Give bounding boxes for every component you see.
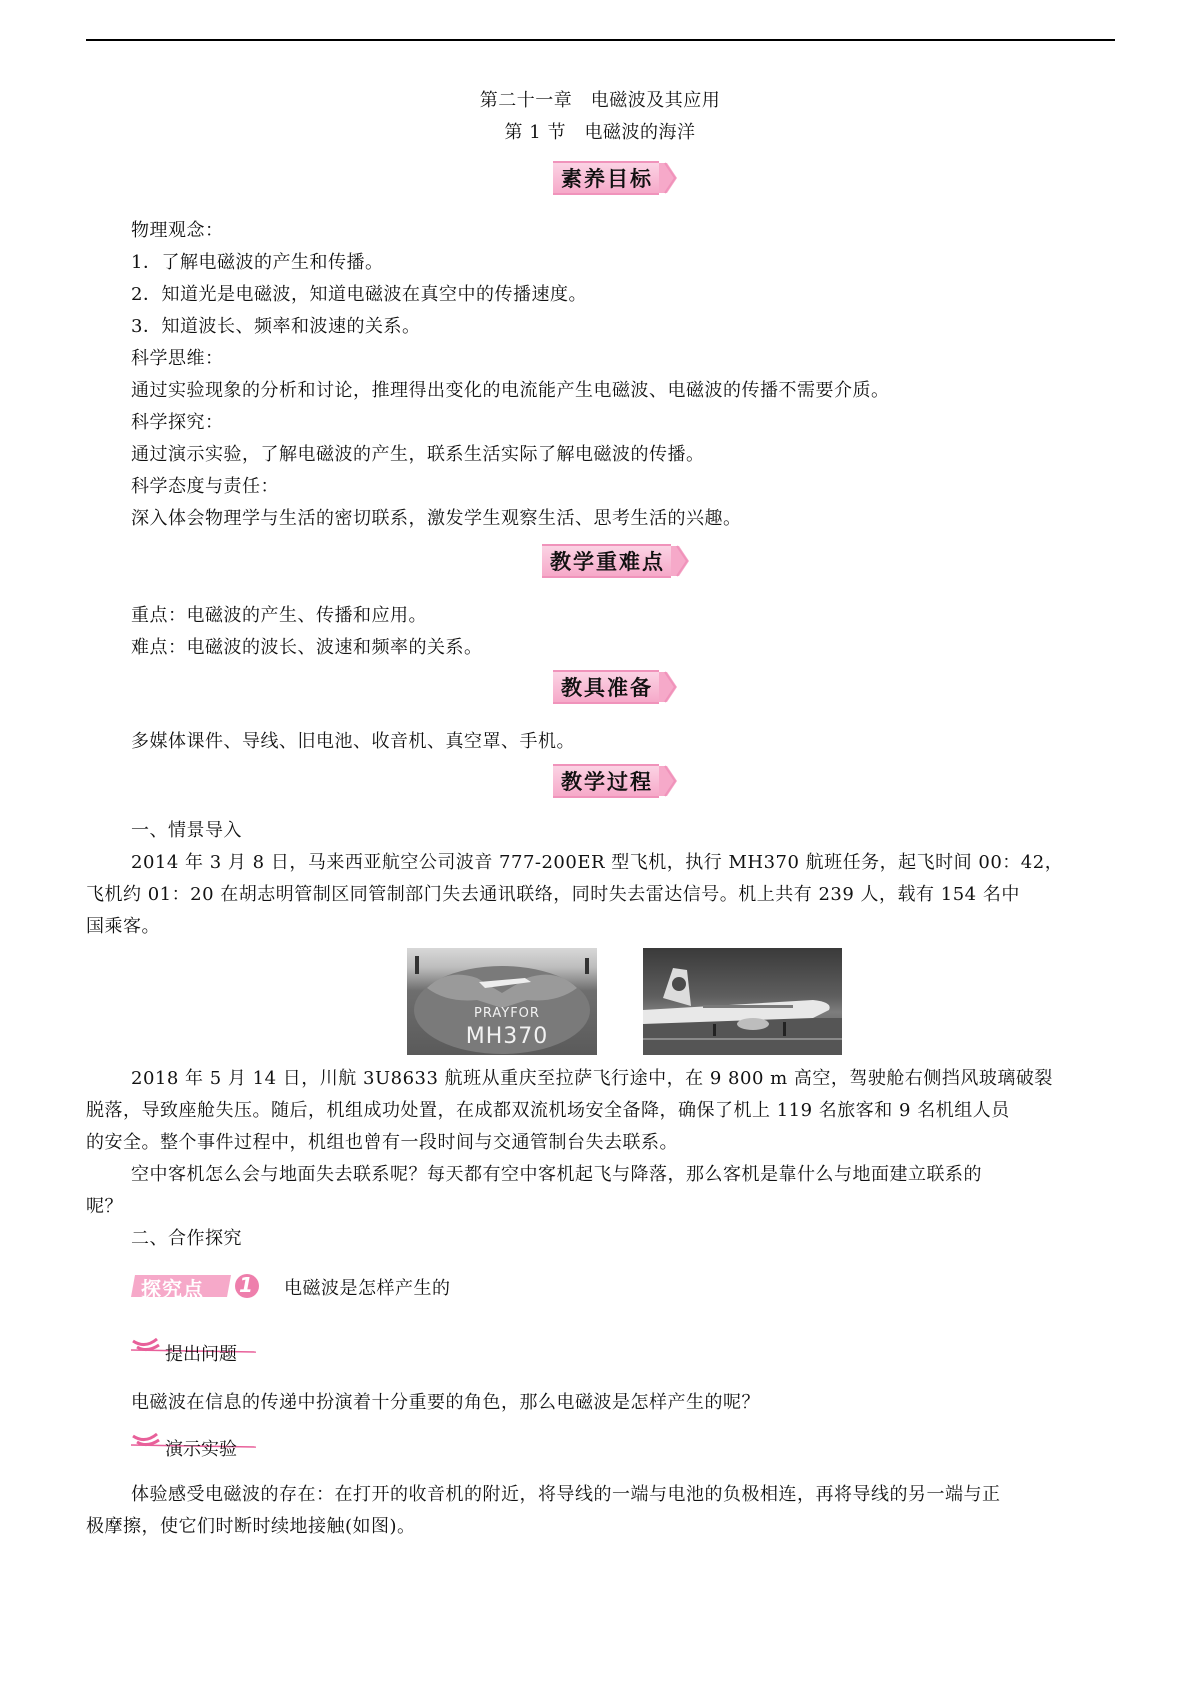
- chevron-right-icon: [671, 544, 691, 578]
- coop-heading: 二、合作探究: [131, 1228, 242, 1249]
- intro-line-1: 2014 年 3 月 8 日，马来西亚航空公司波音 777-200ER 型飞机，执行 MH370 航班任务，起飞时间 00：42，: [131, 852, 1064, 873]
- top-rule: [86, 39, 1115, 41]
- attitude-text: 深入体会物理学与生活的密切联系，激发学生观察生活、思考生活的兴趣。: [131, 508, 742, 529]
- badge-process-label: 教学过程: [553, 764, 659, 798]
- ask-question-marker: [131, 1335, 271, 1365]
- chapter-title: 第二十一章 电磁波及其应用: [479, 90, 721, 111]
- chevron-right-icon: [659, 161, 679, 195]
- photo-caption-line-1: PRAYFOR: [474, 1006, 540, 1021]
- badge-goals-label: 素养目标: [553, 161, 659, 195]
- badge-equipment-label: 教具准备: [553, 670, 659, 704]
- difficulty-line: [131, 637, 483, 659]
- exploration-point-number: 1: [239, 1273, 253, 1297]
- photo-caption-line-2: MH370: [465, 1024, 549, 1049]
- badge-key-points: [542, 544, 691, 578]
- demo-line-2: 极摩擦，使它们时断时续地接触(如图)。: [86, 1516, 416, 1537]
- difficulty-text: 电磁波的波长、波速和频率的关系。: [186, 637, 483, 658]
- intro-line-3: 国乘客。: [86, 916, 160, 937]
- physics-item-1: 1．了解电磁波的产生和传播。: [131, 252, 384, 273]
- exploration-point-badge: [131, 1271, 264, 1299]
- inquiry-heading: 科学探究：: [131, 412, 224, 433]
- p3-line-2: 呢？: [86, 1196, 123, 1217]
- difficulty-label: 难点：: [131, 637, 187, 658]
- focus-label: 重点：: [131, 605, 187, 626]
- badge-equipment: [553, 670, 679, 704]
- section-title: 第 1 节 电磁波的海洋: [504, 122, 696, 143]
- exploration-point-title: 电磁波是怎样产生的: [284, 1278, 451, 1299]
- demo-experiment-marker: [131, 1430, 271, 1460]
- p2-line-1: 2018 年 5 月 14 日，川航 3U8633 航班从重庆至拉萨飞行途中，在 9 800 m 高空，驾驶舱右侧挡风玻璃破裂: [131, 1068, 1053, 1089]
- p2-line-2: 脱落，导致座舱失压。随后，机组成功处置，在成都双流机场安全备降，确保了机上 119 名旅客和 9 名机组人员: [86, 1100, 1010, 1121]
- inquiry-text: 通过演示实验，了解电磁波的产生，联系生活实际了解电磁波的传播。: [131, 444, 705, 465]
- badge-process: [553, 764, 679, 798]
- intro-line-2: 飞机约 01：20 在胡志明管制区同管制部门失去通讯联络，同时失去雷达信号。机上共有 239 人，载有 154 名中: [86, 884, 1020, 905]
- mh370-sand-sculpture-photo: [407, 948, 597, 1055]
- exploration-point-label: 探究点: [141, 1277, 204, 1301]
- demo-line-1: 体验感受电磁波的存在：在打开的收音机的附近，将导线的一端与电池的负极相连，再将导线的另一端与正: [131, 1484, 1001, 1505]
- badge-goals: [553, 161, 679, 195]
- physics-concept-heading: 物理观念：: [131, 220, 224, 241]
- focus-text: 电磁波的产生、传播和应用。: [186, 605, 427, 626]
- chevron-right-icon: [659, 670, 679, 704]
- thinking-heading: 科学思维：: [131, 348, 224, 369]
- ask-question-text: 电磁波在信息的传递中扮演着十分重要的角色，那么电磁波是怎样产生的呢？: [131, 1392, 760, 1413]
- thinking-text: 通过实验现象的分析和讨论，推理得出变化的电流能产生电磁波、电磁波的传播不需要介质。: [131, 380, 890, 401]
- p3-line-1: 空中客机怎么会与地面失去联系呢？每天都有空中客机起飞与降落，那么客机是靠什么与地面建立联系的: [131, 1164, 982, 1185]
- airplane-photo: [643, 948, 842, 1055]
- p2-line-3: 的安全。整个事件过程中，机组也曾有一段时间与交通管制台失去联系。: [86, 1132, 678, 1153]
- attitude-heading: 科学态度与责任：: [131, 476, 279, 497]
- physics-item-2: 2．知道光是电磁波，知道电磁波在真空中的传播速度。: [131, 284, 587, 305]
- focus-line: [131, 605, 427, 627]
- badge-key-points-label: 教学重难点: [542, 544, 671, 578]
- equipment-text: 多媒体课件、导线、旧电池、收音机、真空罩、手机。: [131, 731, 575, 752]
- demo-experiment-label: 演示实验: [165, 1439, 237, 1460]
- ask-question-label: 提出问题: [165, 1344, 237, 1365]
- physics-item-3: 3．知道波长、频率和波速的关系。: [131, 316, 421, 337]
- intro-heading: 一、情景导入: [131, 820, 242, 841]
- chevron-right-icon: [659, 764, 679, 798]
